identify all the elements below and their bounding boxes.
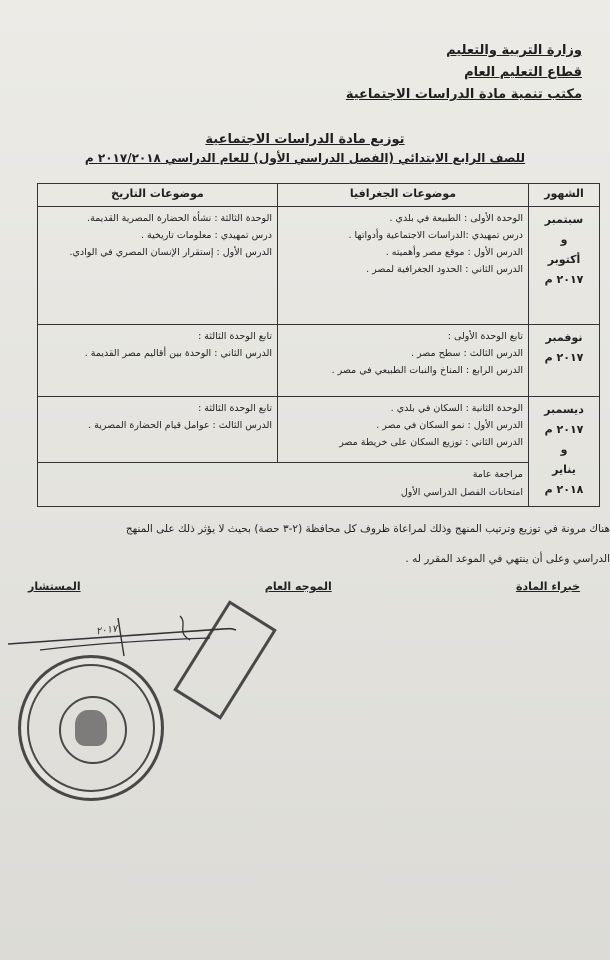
table-header-row	[38, 184, 600, 207]
advisor-signature-label: المستشار	[28, 580, 81, 593]
document-title: توزيع مادة الدراسات الاجتماعية	[205, 132, 405, 147]
signature-row	[28, 580, 580, 593]
header-geography: موضوعات الجغرافيا	[278, 184, 529, 207]
geography-topic: الوحدة الأولى : الطبيعة في بلدي .	[389, 213, 523, 224]
ministry-header	[322, 40, 582, 106]
geography-topic: الدرس الثالث : سطح مصر .	[411, 348, 523, 359]
note-line: الدراسي وعلى أن ينتهي في الموعد المقرر له .	[405, 553, 610, 565]
month-label: يناير	[552, 463, 576, 476]
sector-name: قطاع التعليم العام	[464, 65, 582, 80]
month-cell	[529, 207, 600, 325]
experts-signature-label: خبراء المادة	[515, 580, 580, 593]
geography-cell	[278, 397, 529, 463]
history-cell	[38, 325, 278, 397]
document-subtitle: للصف الرابع الابتدائي (الفصل الدراسي الأول) للعام الدراسي ٢٠١٧/٢٠١٨ م	[84, 151, 526, 165]
month-label: ٢٠١٧ م	[544, 351, 584, 364]
supervisor-signature-label: الموجه العام	[264, 580, 332, 593]
month-cell	[529, 397, 600, 507]
office-name: مكتب تنمية مادة الدراسات الاجتماعية	[345, 87, 582, 102]
official-round-seal	[18, 655, 164, 801]
table-row	[38, 325, 600, 397]
history-topic: تابع الوحدة الثالثة :	[198, 331, 272, 342]
geography-topic: الوحدة الثانية : السكان في بلدي .	[390, 403, 523, 414]
geography-topic: الدرس الرابع : المناخ والنبات الطبيعي في مصر .	[331, 365, 523, 376]
month-label: ٢٠١٧ م	[544, 273, 584, 286]
history-topic: الدرس الأول : إستقرار الإنسان المصري في الوادي.	[69, 247, 272, 258]
geography-topic: الدرس الثاني : توزيع السكان على خريطة مصر	[339, 437, 523, 448]
table-row	[38, 463, 600, 507]
header-months: الشهور	[529, 184, 600, 207]
geography-topic: الدرس الأول : نمو السكان في مصر .	[376, 420, 523, 431]
header-history: موضوعات التاريخ	[38, 184, 278, 207]
month-cell	[529, 325, 600, 397]
table-row	[38, 207, 600, 325]
month-label: ديسمبر	[544, 403, 584, 416]
geography-topic: تابع الوحدة الأولى :	[447, 331, 523, 342]
history-topic: تابع الوحدة الثالثة :	[198, 403, 272, 414]
note-line: هناك مرونة في توزيع وترتيب المنهج وذلك لمراعاة ظروف كل محافظة (٢-٣ حصة) بحيث لا يؤثر ذلك على المنهج	[125, 523, 610, 535]
flexibility-note	[4, 514, 610, 574]
month-label: و	[560, 233, 568, 246]
handwritten-date: ٢٠١٧	[95, 623, 119, 638]
curriculum-table	[37, 183, 600, 507]
history-topic: الدرس الثالث : عوامل قيام الحضارة المصرية .	[88, 420, 272, 431]
document-titles	[20, 132, 590, 165]
history-cell	[38, 207, 278, 325]
geography-cell	[278, 325, 529, 397]
history-cell	[38, 397, 278, 463]
history-topic: الدرس الثاني : الوحدة بين أقاليم مصر القديمة .	[84, 348, 272, 359]
geography-topic: الدرس الأول : موقع مصر وأهميته .	[385, 247, 523, 258]
review-exams-cell	[38, 463, 529, 507]
month-label: ٢٠١٨ م	[544, 483, 584, 496]
month-label: و	[560, 443, 568, 456]
first-term-exams: امتحانات الفصل الدراسي الأول	[400, 487, 523, 498]
table-row	[38, 397, 600, 463]
general-review: مراجعة عامة	[472, 469, 523, 480]
history-topic: درس تمهيدي : معلومات تاريخية .	[140, 230, 272, 241]
ministry-name: وزارة التربية والتعليم	[446, 43, 582, 58]
history-topic: الوحدة الثالثة : نشأة الحضارة المصرية القديمة.	[87, 213, 272, 224]
eagle-emblem-icon	[75, 710, 107, 746]
geography-cell	[278, 207, 529, 325]
month-label: سبتمبر	[544, 213, 584, 226]
geography-topic: درس تمهيدي :الدراسات الاجتماعية وأدواتها .	[348, 230, 523, 241]
geography-topic: الدرس الثاني : الحدود الجغرافية لمصر .	[366, 264, 523, 275]
month-label: ٢٠١٧ م	[544, 423, 584, 436]
month-label: أكتوبر	[547, 253, 581, 266]
month-label: نوفمبر	[545, 331, 583, 344]
